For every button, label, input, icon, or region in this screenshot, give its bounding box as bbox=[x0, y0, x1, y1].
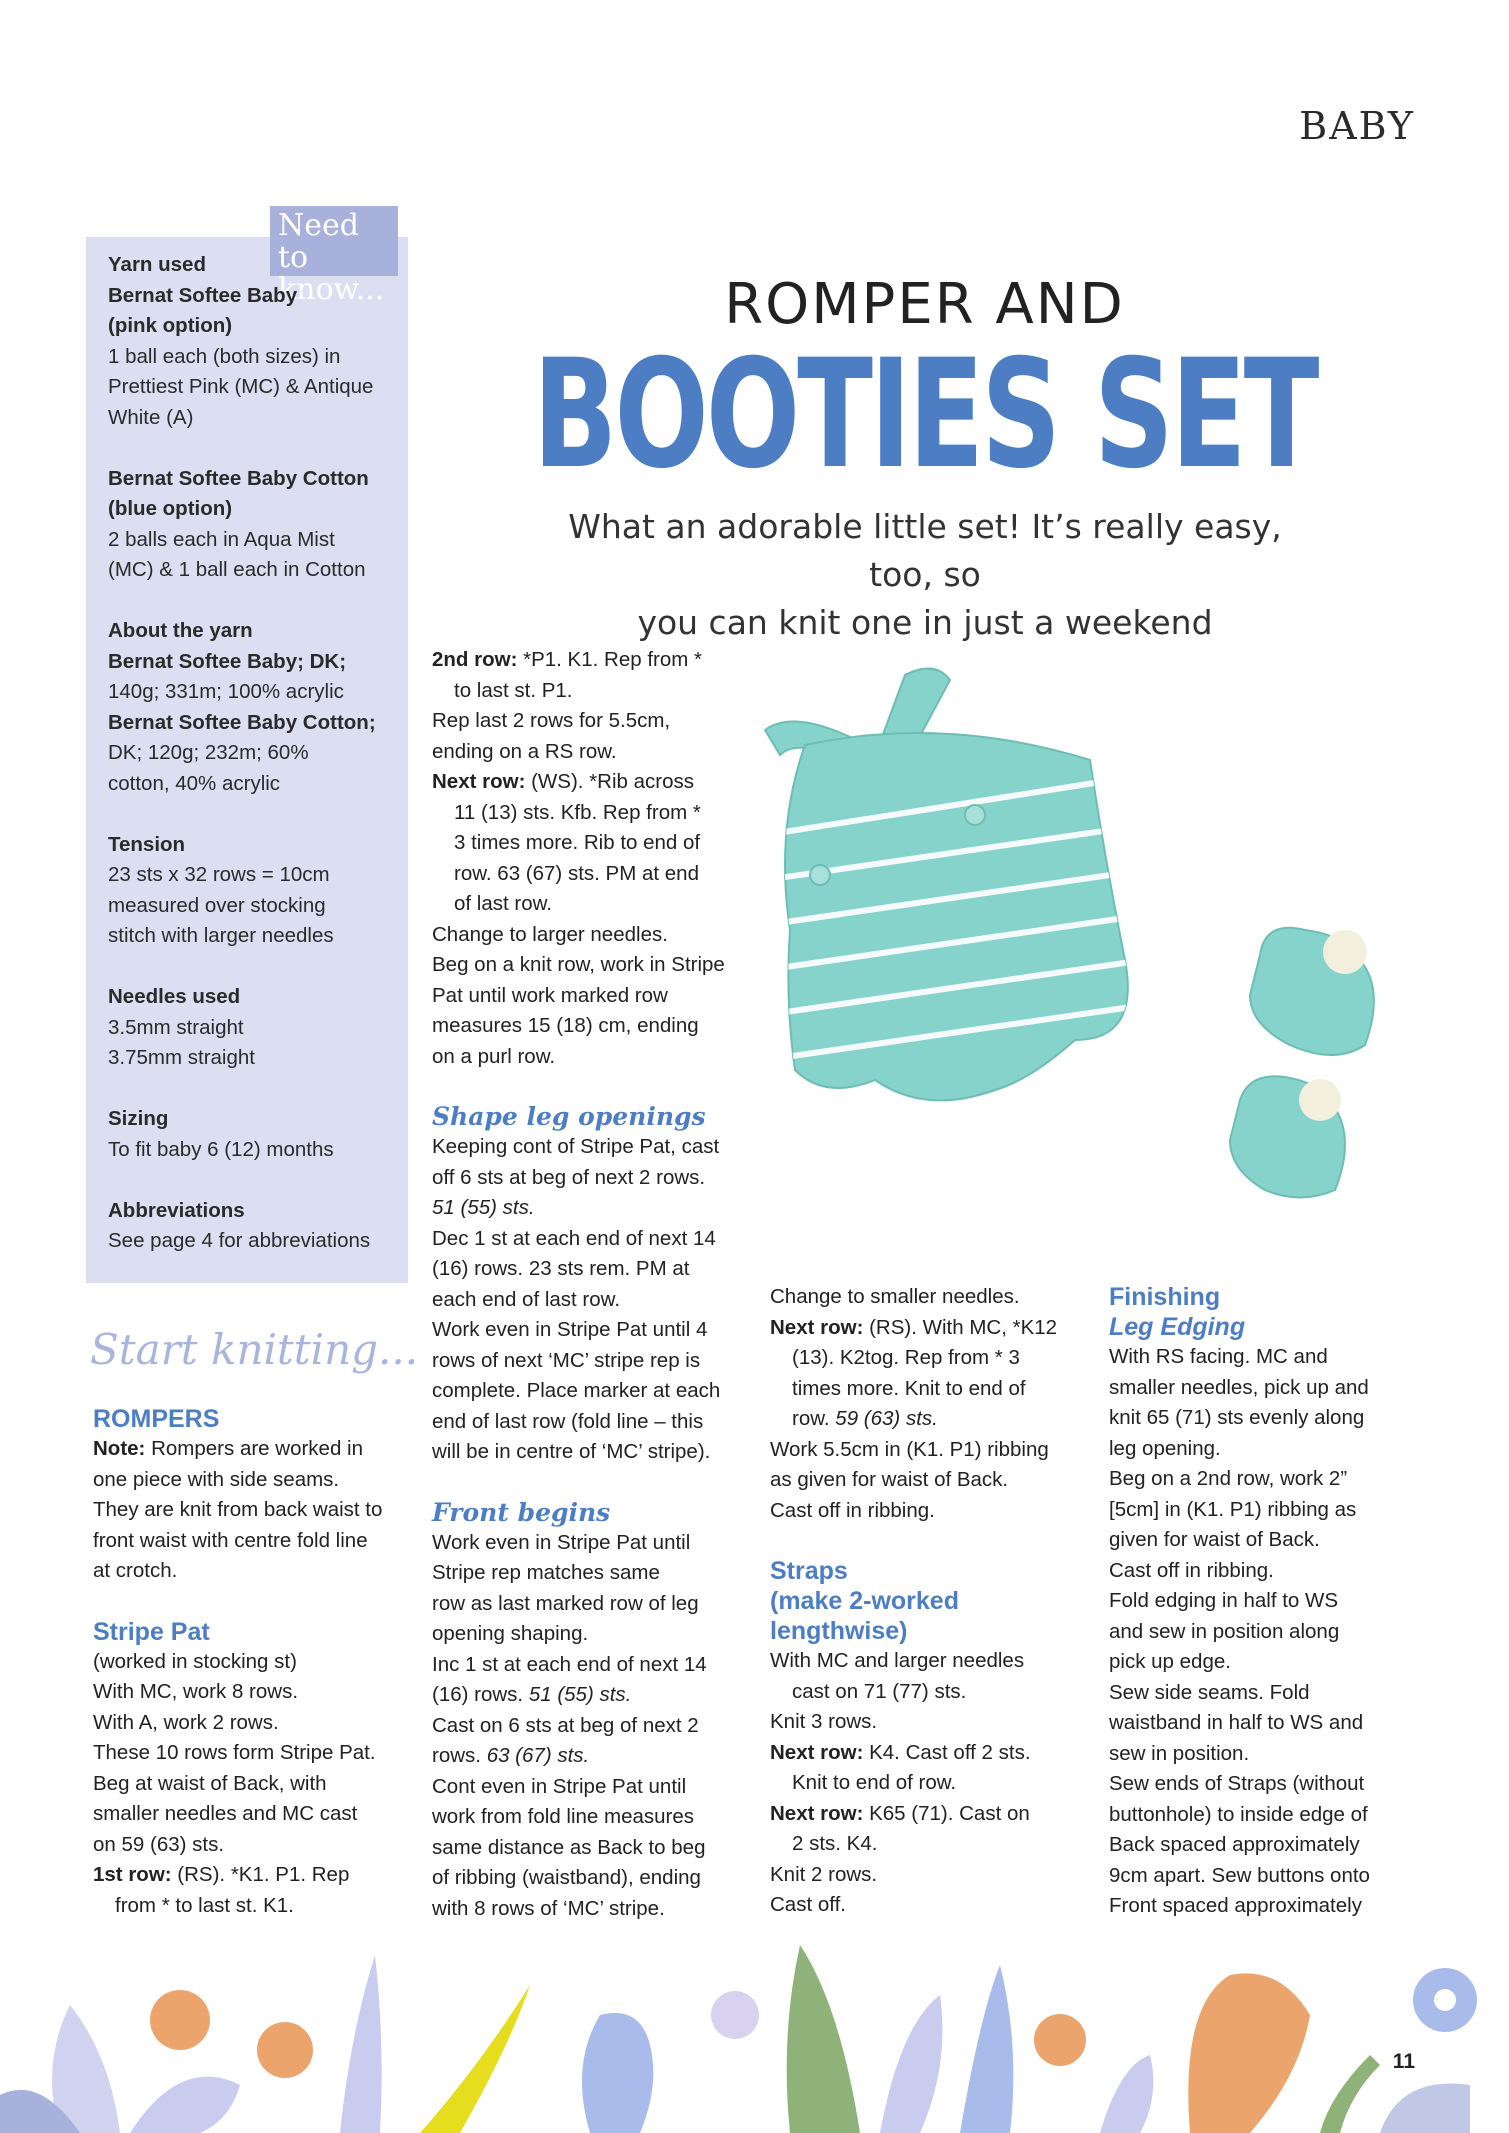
body-line: (16) rows. 23 sts rem. PM at bbox=[432, 1257, 690, 1280]
body-line: (worked in stocking st) bbox=[93, 1649, 297, 1673]
body-line: Inc 1 st at each end of next 14 bbox=[432, 1652, 707, 1676]
body-line: With A, work 2 rows. bbox=[93, 1710, 279, 1734]
subtitle-line: you can knit one in just a weekend bbox=[637, 603, 1213, 642]
body-line: Keeping cont of Stripe Pat, cast bbox=[432, 1135, 720, 1158]
body-line: at crotch. bbox=[93, 1559, 178, 1582]
body-line: With RS facing. MC and bbox=[1109, 1345, 1328, 1368]
body-line: Rep last 2 rows for 5.5cm, bbox=[432, 709, 671, 732]
body-line: of ribbing (waistband), ending bbox=[432, 1866, 701, 1889]
about-heading: About the yarn bbox=[108, 619, 253, 642]
row-label: 2nd row: bbox=[432, 648, 518, 671]
body-line: and sew in position along bbox=[1109, 1619, 1340, 1643]
yarn-blue-sub: (blue option) bbox=[108, 497, 233, 520]
finishing-heading: Finishing bbox=[1109, 1283, 1221, 1311]
body-line: Front spaced approximately bbox=[1109, 1894, 1362, 1917]
body-text: (16) rows. bbox=[432, 1683, 529, 1706]
note-text: Rompers are worked in bbox=[145, 1437, 364, 1460]
yarn-line: White (A) bbox=[108, 405, 194, 429]
stitch-count: 51 (55) sts. bbox=[528, 1683, 632, 1706]
body-line: Beg on a knit row, work in Stripe bbox=[432, 953, 725, 976]
section-tag: BABY bbox=[1299, 104, 1415, 148]
straps-heading: Straps bbox=[770, 1557, 848, 1585]
body-line: complete. Place marker at each bbox=[432, 1379, 721, 1402]
straps-heading: (make 2-worked bbox=[770, 1587, 959, 1615]
needles-block bbox=[108, 982, 403, 1074]
body-line: front waist with centre fold line bbox=[93, 1528, 368, 1552]
body-line: Beg at waist of Back, with bbox=[93, 1771, 327, 1795]
body-line: Knit to end of row. bbox=[792, 1771, 957, 1794]
body-line: off 6 sts at beg of next 2 rows. bbox=[432, 1165, 706, 1189]
about-line: DK; 120g; 232m; 60% bbox=[108, 741, 309, 764]
needles-line: 3.75mm straight bbox=[108, 1046, 255, 1069]
body-line: sew in position. bbox=[1109, 1741, 1250, 1765]
body-line: end of last row (fold line – this bbox=[432, 1409, 704, 1433]
row-label: Next row: bbox=[770, 1740, 864, 1764]
body-line: leg opening. bbox=[1109, 1436, 1221, 1460]
row-text: K4. Cast off 2 sts. bbox=[863, 1740, 1031, 1764]
body-line: smaller needles, pick up and bbox=[1109, 1375, 1369, 1399]
leg-edging-heading: Leg Edging bbox=[1109, 1313, 1246, 1341]
row-text: K65 (71). Cast on bbox=[863, 1801, 1030, 1825]
body-line: These 10 rows form Stripe Pat. bbox=[93, 1741, 376, 1764]
body-line: cast on 71 (77) sts. bbox=[792, 1679, 967, 1703]
body-line: on 59 (63) sts. bbox=[93, 1832, 225, 1856]
body-line: one piece with side seams. bbox=[93, 1467, 340, 1491]
tension-line: 23 sts x 32 rows = 10cm bbox=[108, 863, 330, 886]
body-line: ending on a RS row. bbox=[432, 739, 617, 763]
body-line: (13). K2tog. Rep from * 3 bbox=[792, 1346, 1020, 1369]
body-line: Cast on 6 sts at beg of next 2 bbox=[432, 1713, 699, 1737]
tab-line: know... bbox=[278, 272, 385, 307]
body-line: from * to last st. K1. bbox=[115, 1893, 294, 1917]
title-line-2: BOOTIES SET bbox=[532, 328, 1317, 502]
body-text: row. bbox=[792, 1407, 836, 1430]
body-line: They are knit from back waist to bbox=[93, 1498, 383, 1521]
yarn-line: Prettiest Pink (MC) & Antique bbox=[108, 375, 374, 398]
body-line: Back spaced approximately bbox=[1109, 1833, 1360, 1856]
about-yarn-block bbox=[108, 616, 403, 799]
body-line: 9cm apart. Sew buttons onto bbox=[1109, 1863, 1370, 1887]
body-line: pick up edge. bbox=[1109, 1650, 1231, 1673]
yarn-line: 1 ball each (both sizes) in bbox=[108, 344, 341, 368]
row-text: (RS). *K1. P1. Rep bbox=[171, 1863, 350, 1886]
tab-line: Need to bbox=[278, 208, 359, 275]
body-line: Change to smaller needles. bbox=[770, 1285, 1020, 1308]
sizing-block bbox=[108, 1104, 403, 1165]
yarn-blue-title: Bernat Softee Baby Cotton bbox=[108, 466, 369, 490]
tension-block bbox=[108, 830, 403, 952]
body-text: rows. bbox=[432, 1744, 487, 1767]
body-line: waistband in half to WS and bbox=[1109, 1711, 1364, 1734]
row-label: Next row: bbox=[432, 770, 526, 793]
body-line: same distance as Back to beg bbox=[432, 1835, 706, 1859]
title-line-1: ROMPER AND bbox=[724, 272, 1125, 337]
body-line: row. 63 (67) sts. PM at end bbox=[454, 861, 699, 885]
abbrev-line: See page 4 for abbreviations bbox=[108, 1229, 371, 1252]
body-line: Stripe rep matches same bbox=[432, 1561, 660, 1584]
yarn-pink-title: Bernat Softee Baby bbox=[108, 283, 298, 307]
stitch-count: 63 (67) sts. bbox=[486, 1744, 590, 1767]
body-line: Knit 3 rows. bbox=[770, 1710, 878, 1733]
tension-line: stitch with larger needles bbox=[108, 924, 334, 947]
body-line: Cast off. bbox=[770, 1893, 846, 1916]
body-line: row as last marked row of leg bbox=[432, 1591, 699, 1615]
body-line: Change to larger needles. bbox=[432, 922, 668, 946]
row-label: Next row: bbox=[770, 1801, 864, 1825]
about-bold: Bernat Softee Baby Cotton; bbox=[108, 710, 376, 734]
body-line: to last st. P1. bbox=[454, 678, 573, 702]
body-line: times more. Knit to end of bbox=[792, 1376, 1026, 1400]
start-knitting-heading: Start knitting... bbox=[90, 1325, 419, 1374]
sizing-heading: Sizing bbox=[108, 1107, 169, 1130]
yarn-pink-sub: (pink option) bbox=[108, 314, 233, 337]
tension-heading: Tension bbox=[108, 832, 186, 856]
stitch-count: 51 (55) sts. bbox=[432, 1196, 535, 1219]
body-line: Cont even in Stripe Pat until bbox=[432, 1774, 687, 1798]
about-bold: Bernat Softee Baby; DK; bbox=[108, 649, 347, 673]
body-line: Sew ends of Straps (without bbox=[1109, 1772, 1365, 1795]
body-line: Cast off in ribbing. bbox=[1109, 1558, 1274, 1582]
abbreviations-block bbox=[108, 1196, 403, 1257]
body-line: 11 (13) sts. Kfb. Rep from * bbox=[454, 800, 701, 824]
yarn-heading: Yarn used bbox=[108, 253, 206, 276]
needles-heading: Needles used bbox=[108, 985, 241, 1008]
body-line: rows of next ‘MC’ stripe rep is bbox=[432, 1348, 701, 1372]
column-1 bbox=[93, 1404, 413, 1921]
body-line: With MC and larger needles bbox=[770, 1649, 1025, 1672]
row-text: (RS). With MC, *K12 bbox=[863, 1315, 1058, 1339]
note-label: Note: bbox=[93, 1437, 146, 1460]
subtitle-line: What an adorable little set! It’s really easy, too, so bbox=[568, 507, 1282, 594]
front-begins-heading: Front begins bbox=[432, 1497, 611, 1527]
body-line: 2 sts. K4. bbox=[792, 1832, 878, 1855]
body-line: as given for waist of Back. bbox=[770, 1468, 1009, 1491]
body-line: knit 65 (71) sts evenly along bbox=[1109, 1406, 1365, 1429]
body-line: Knit 2 rows. bbox=[770, 1862, 878, 1886]
column-4 bbox=[1109, 1282, 1429, 1922]
body-line: Fold edging in half to WS bbox=[1109, 1589, 1339, 1612]
body-line: opening shaping. bbox=[432, 1622, 589, 1645]
abbrev-heading: Abbreviations bbox=[108, 1198, 245, 1222]
body-line: will be in centre of ‘MC’ stripe). bbox=[432, 1440, 711, 1463]
rompers-heading: ROMPERS bbox=[93, 1405, 220, 1433]
straps-heading: lengthwise) bbox=[770, 1617, 908, 1645]
stripe-pat-heading: Stripe Pat bbox=[93, 1617, 210, 1646]
sizing-line: To fit baby 6 (12) months bbox=[108, 1137, 334, 1161]
body-line: Sew side seams. Fold bbox=[1109, 1680, 1310, 1704]
body-line: Work even in Stripe Pat until bbox=[432, 1530, 691, 1554]
body-line: Beg on a 2nd row, work 2” bbox=[1109, 1467, 1348, 1490]
page-number: 11 bbox=[1392, 2050, 1415, 2073]
body-line: measures 15 (18) cm, ending bbox=[432, 1014, 699, 1037]
floral-decoration bbox=[0, 1945, 1509, 2133]
about-line: 140g; 331m; 100% acrylic bbox=[108, 680, 344, 703]
subtitle bbox=[540, 503, 1310, 647]
needles-line: 3.5mm straight bbox=[108, 1015, 244, 1039]
yarn-line: (MC) & 1 ball each in Cotton bbox=[108, 558, 366, 581]
tension-line: measured over stocking bbox=[108, 893, 326, 917]
row-label: Next row: bbox=[770, 1315, 864, 1339]
row-label: 1st row: bbox=[93, 1863, 172, 1886]
body-line: Pat until work marked row bbox=[432, 983, 668, 1007]
body-line: buttonhole) to inside edge of bbox=[1109, 1802, 1368, 1826]
body-line: Cast off in ribbing. bbox=[770, 1498, 935, 1522]
body-line: With MC, work 8 rows. bbox=[93, 1680, 299, 1703]
stitch-count: 59 (63) sts. bbox=[835, 1407, 938, 1430]
row-text: (WS). *Rib across bbox=[525, 770, 694, 793]
row-text: *P1. K1. Rep from * bbox=[517, 648, 703, 671]
romper-and-booties-photo bbox=[745, 660, 1415, 1220]
body-line: Work even in Stripe Pat until 4 bbox=[432, 1318, 708, 1341]
shape-leg-heading: Shape leg openings bbox=[432, 1102, 706, 1131]
body-line: on a purl row. bbox=[432, 1044, 556, 1068]
body-line: Dec 1 st at each end of next 14 bbox=[432, 1226, 716, 1250]
body-line: work from fold line measures bbox=[432, 1805, 695, 1828]
body-line: 3 times more. Rib to end of bbox=[454, 831, 701, 854]
body-line: Work 5.5cm in (K1. P1) ribbing bbox=[770, 1437, 1049, 1461]
column-3 bbox=[770, 1282, 1090, 1921]
body-line: [5cm] in (K1. P1) ribbing as bbox=[1109, 1497, 1357, 1521]
about-line: cotton, 40% acrylic bbox=[108, 771, 281, 795]
body-line: of last row. bbox=[454, 892, 552, 915]
body-line: with 8 rows of ‘MC’ stripe. bbox=[432, 1896, 665, 1920]
column-2 bbox=[432, 645, 752, 1924]
yarn-line: 2 balls each in Aqua Mist bbox=[108, 527, 335, 551]
body-line: given for waist of Back. bbox=[1109, 1528, 1320, 1551]
body-line: each end of last row. bbox=[432, 1287, 621, 1311]
body-line: smaller needles and MC cast bbox=[93, 1802, 358, 1825]
